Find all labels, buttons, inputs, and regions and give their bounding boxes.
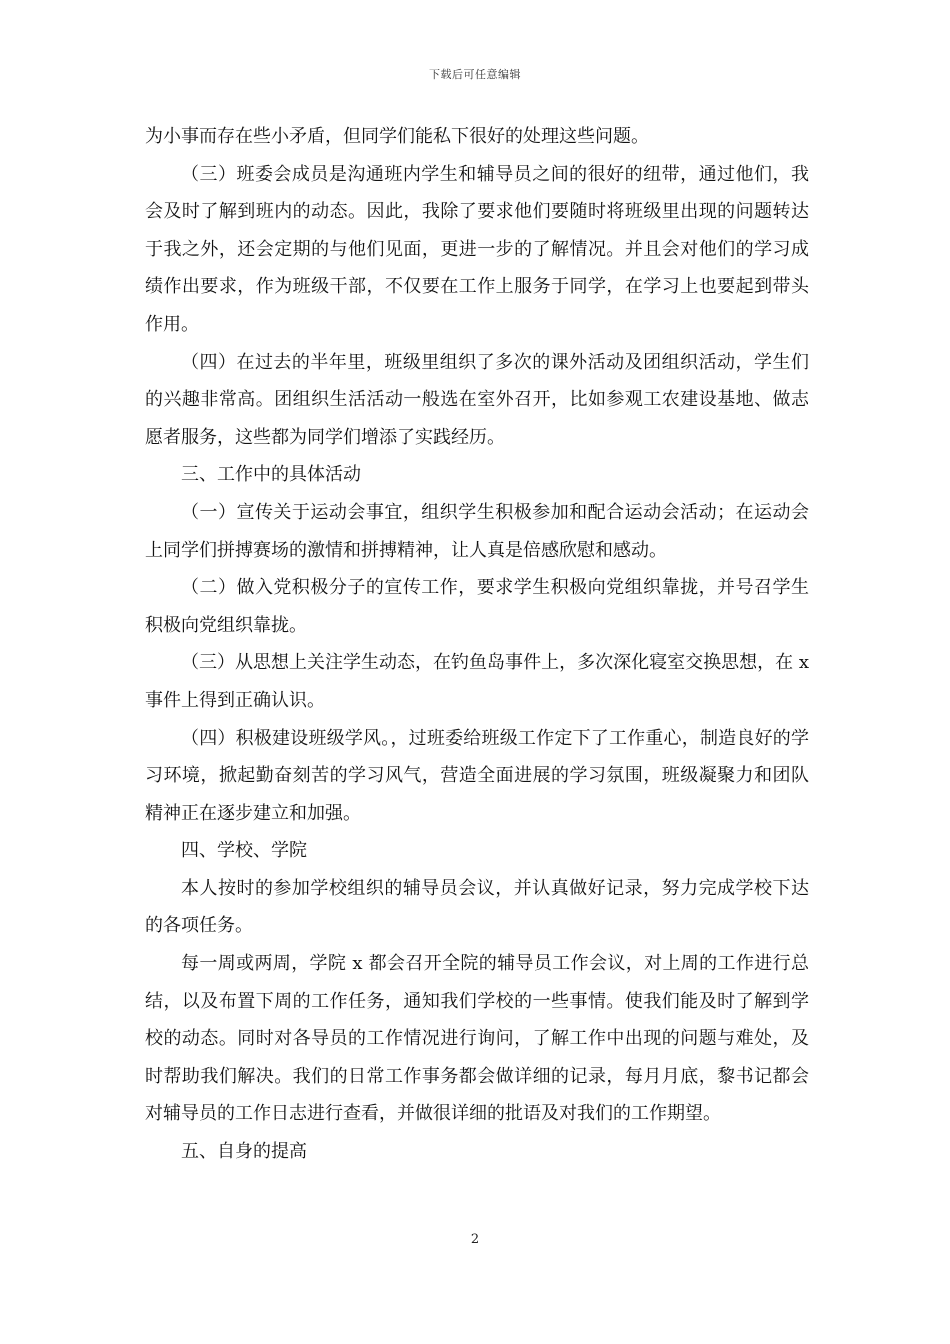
page-header: 下载后可任意编辑 <box>429 68 521 81</box>
paragraph: 本人按时的参加学校组织的辅导员会议，并认真做好记录，努力完成学校下达的各项任务。 <box>145 877 809 937</box>
paragraph: 为小事而存在些小矛盾，但同学们能私下很好的处理这些问题。 <box>145 126 649 147</box>
paragraph: （三）从思想上关注学生动态，在钓鱼岛事件上，多次深化寝室交换思想，在 x 事件上得到正确认识。 <box>145 652 809 711</box>
paragraph: （三）班委会成员是沟通班内学生和辅导员之间的很好的纽带，通过他们，我会及时了解到班内的动态。因此，我除了要求他们要随时将班级里出现的问题转达于我之外，还会定期的与他们见面，更进一步的了解情况。并且会对他们的学习成绩作出要求，作为班级干部，不仅要在工作上服务于同学，在学习上也要起到带头作用。 <box>145 163 809 335</box>
section-heading: 四、学校、学院 <box>181 840 307 862</box>
paragraph: （四）积极建设班级学风。，过班委给班级工作定下了工作重心，制造良好的学习环境，掀起勤奋刻苦的学习风气，营造全面进展的学习氛围，班级凝聚力和团队精神正在逐步建立和加强。 <box>145 727 809 824</box>
section-heading: 五、自身的提高 <box>181 1141 307 1163</box>
paragraph: （一）宣传关于运动会事宜，组织学生积极参加和配合运动会活动；在运动会上同学们拼搏赛场的激情和拼搏精神，让人真是倍感欣慰和感动。 <box>145 501 809 561</box>
document-body <box>145 118 809 1171</box>
section-heading: 三、工作中的具体活动 <box>181 464 361 486</box>
page-number: 2 <box>470 1232 480 1247</box>
paragraph: （四）在过去的半年里，班级里组织了多次的课外活动及团组织活动，学生们的兴趣非常高。团组织生活活动一般选在室外召开，比如参观工农建设基地、做志愿者服务，这些都为同学们增添了实践经历。 <box>145 351 809 448</box>
paragraph: 每一周或两周，学院 x 都会召开全院的辅导员工作会议，对上周的工作进行总结，以及布置下周的工作任务，通知我们学校的一些事情。使我们能及时了解到学校的动态。同时对各导员的工作情况进行询问，了解工作中出现的问题与难处，及时帮助我们解决。我们的日常工作事务都会做详细的记录，每月月底，黎书记都会对辅导员的工作日志进行查看，并做很详细的批语及对我们的工作期望。 <box>145 953 809 1125</box>
paragraph: （二）做入党积极分子的宣传工作，要求学生积极向党组织靠拢，并号召学生积极向党组织靠拢。 <box>145 577 809 636</box>
